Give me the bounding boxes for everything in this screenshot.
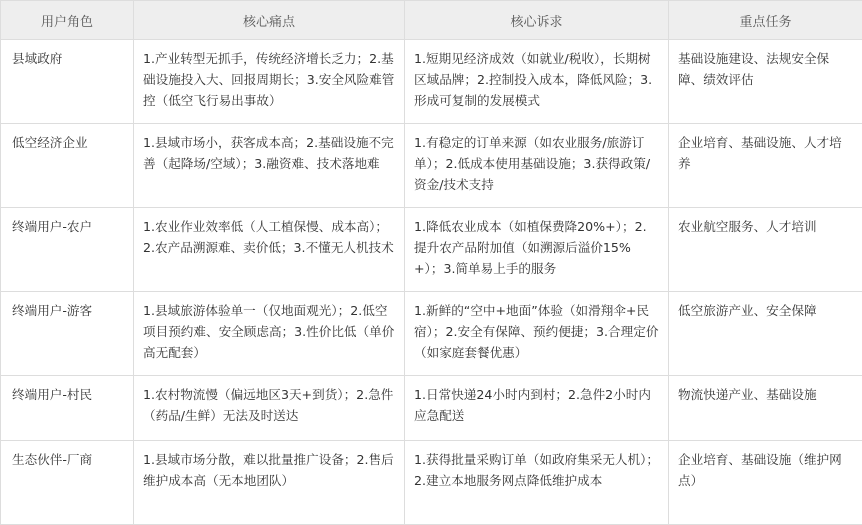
cell-demand: 1.获得批量采购订单（如政府集采无人机）；2.建立本地服务网点降低维护成本 <box>405 441 669 525</box>
cell-pain: 1.农村物流慢（偏远地区3天+到货）；2.急件（药品/生鲜）无法及时送达 <box>134 376 405 441</box>
cell-pain: 1.产业转型无抓手，传统经济增长乏力；2.基础设施投入大、回报周期长；3.安全风险难管控（低空飞行易出事故） <box>134 40 405 124</box>
cell-task: 企业培育、基础设施、人才培养 <box>669 124 862 208</box>
cell-demand: 1.短期见经济成效（如就业/税收），长期树区域品牌；2.控制投入成本，降低风险；3.形成可复制的发展模式 <box>405 40 669 124</box>
header-role: 用户角色 <box>1 1 134 40</box>
cell-role: 县域政府 <box>1 40 134 124</box>
cell-demand: 1.降低农业成本（如植保费降20%+）；2.提升农产品附加值（如溯源后溢价15%+）；3.简单易上手的服务 <box>405 208 669 292</box>
cell-pain: 1.县域旅游体验单一（仅地面观光）；2.低空项目预约难、安全顾虑高；3.性价比低（单价高无配套） <box>134 292 405 376</box>
cell-role: 生态伙伴-厂商 <box>1 441 134 525</box>
table-row <box>1 208 862 292</box>
table-row <box>1 441 862 525</box>
cell-task: 农业航空服务、人才培训 <box>669 208 862 292</box>
cell-pain: 1.县域市场分散，难以批量推广设备；2.售后维护成本高（无本地团队） <box>134 441 405 525</box>
cell-task: 物流快递产业、基础设施 <box>669 376 862 441</box>
table-row <box>1 124 862 208</box>
table-row <box>1 292 862 376</box>
table-header-row <box>1 1 862 40</box>
cell-role: 终端用户-游客 <box>1 292 134 376</box>
cell-task: 低空旅游产业、安全保障 <box>669 292 862 376</box>
table-row <box>1 376 862 441</box>
header-demand: 核心诉求 <box>405 1 669 40</box>
header-task: 重点任务 <box>669 1 862 40</box>
cell-role: 终端用户-村民 <box>1 376 134 441</box>
table-row <box>1 40 862 124</box>
cell-task: 基础设施建设、法规安全保障、绩效评估 <box>669 40 862 124</box>
cell-role: 低空经济企业 <box>1 124 134 208</box>
cell-role: 终端用户-农户 <box>1 208 134 292</box>
cell-demand: 1.日常快递24小时内到村；2.急件2小时内应急配送 <box>405 376 669 441</box>
cell-demand: 1.有稳定的订单来源（如农业服务/旅游订单）；2.低成本使用基础设施；3.获得政策/资金/技术支持 <box>405 124 669 208</box>
cell-pain: 1.农业作业效率低（人工植保慢、成本高）；2.农产品溯源难、卖价低；3.不懂无人机技术 <box>134 208 405 292</box>
cell-pain: 1.县域市场小，获客成本高；2.基础设施不完善（起降场/空域）；3.融资难、技术落地难 <box>134 124 405 208</box>
header-pain: 核心痛点 <box>134 1 405 40</box>
cell-demand: 1.新鲜的“空中+地面”体验（如滑翔伞+民宿）；2.安全有保障、预约便捷；3.合理定价（如家庭套餐优惠） <box>405 292 669 376</box>
cell-task: 企业培育、基础设施（维护网点） <box>669 441 862 525</box>
